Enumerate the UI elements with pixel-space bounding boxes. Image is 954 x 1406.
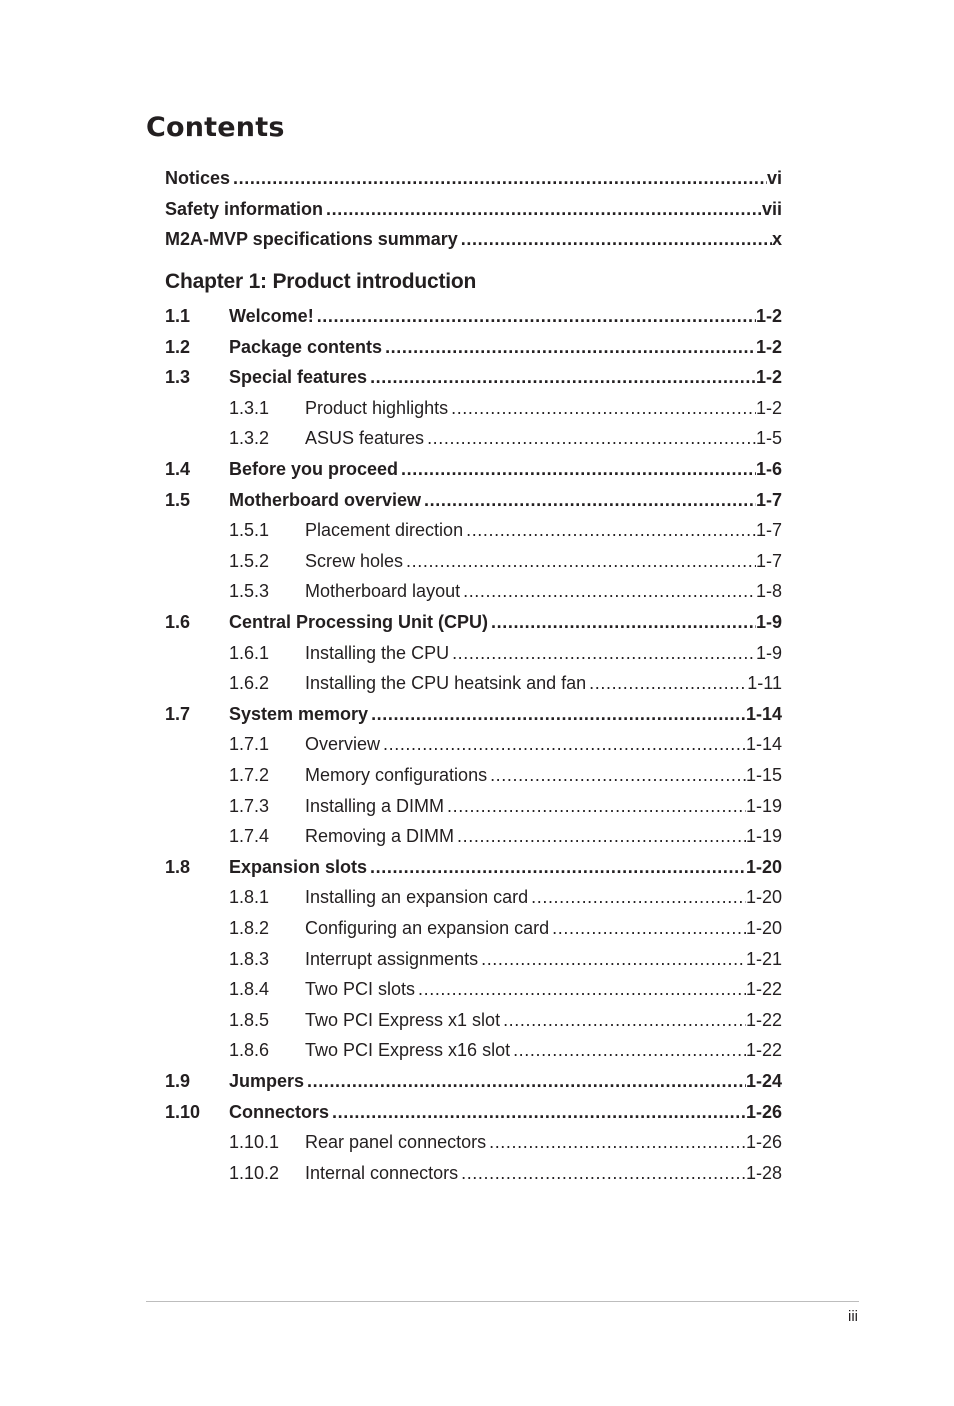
toc-entry-title: Installing a DIMM <box>305 796 445 816</box>
toc-entry-1-3[interactable] <box>165 365 782 389</box>
toc-entry-title: Safety information <box>165 199 324 219</box>
toc-entry-title: Two PCI slots <box>305 979 416 999</box>
toc-entry-1-5[interactable] <box>165 488 782 512</box>
toc-entry-page: 1-20 <box>745 857 782 877</box>
toc-entry-page: 1-22 <box>745 1010 782 1030</box>
toc-entry-1-2[interactable] <box>165 335 782 359</box>
toc-entry-number: 1.7.1 <box>229 734 270 754</box>
dot-leader <box>454 824 746 848</box>
page-title: Contents <box>146 112 285 143</box>
toc-entry-number: 1.8.6 <box>229 1040 270 1060</box>
toc-entry-title: Before you proceed <box>229 459 399 479</box>
chapter-heading: Chapter 1: Product introduction <box>165 270 477 293</box>
toc-entry-title: Installing the CPU <box>305 643 450 663</box>
toc-entry-number: 1.10.2 <box>229 1163 280 1183</box>
toc-entry-title: Placement direction <box>305 520 464 540</box>
toc-entry-1-8-2[interactable] <box>165 916 782 940</box>
toc-entry-title: System memory <box>229 704 369 724</box>
toc-entry-1-1[interactable] <box>165 304 782 328</box>
toc-entry-1-3-1[interactable] <box>165 396 782 420</box>
dot-leader <box>460 579 756 603</box>
toc-entry-title: Welcome! <box>229 306 314 326</box>
toc-entry-title: Installing an expansion card <box>305 887 529 907</box>
dot-leader <box>424 426 756 450</box>
toc-entry-title: ASUS features <box>305 428 425 448</box>
toc-entry-1-8-5[interactable] <box>165 1008 782 1032</box>
toc-entry-title: Motherboard layout <box>305 581 461 601</box>
toc-entry-title: Notices <box>165 168 231 188</box>
toc-entry-number: 1.8.3 <box>229 949 270 969</box>
toc-entry-1-9[interactable] <box>165 1069 782 1093</box>
toc-entry-title: Interrupt assignments <box>305 949 479 969</box>
toc-entry-number: 1.5.2 <box>229 551 270 571</box>
toc-entry-1-8[interactable] <box>165 855 782 879</box>
toc-entry-page: 1-11 <box>747 673 782 693</box>
toc-entry-page: 1-26 <box>745 1132 782 1152</box>
dot-leader <box>421 488 756 512</box>
toc-entry-1-7-2[interactable] <box>165 763 782 787</box>
dot-leader <box>486 1130 746 1154</box>
toc-entry-page: 1-7 <box>755 520 782 540</box>
toc-entry-number: 1.7.2 <box>229 765 270 785</box>
toc-entry-title: Connectors <box>229 1102 330 1122</box>
toc-entry-1-6[interactable] <box>165 610 782 634</box>
toc-entry-title: Internal connectors <box>305 1163 459 1183</box>
toc-entry-title: Jumpers <box>229 1071 305 1091</box>
dot-leader <box>368 702 746 726</box>
dot-leader <box>329 1100 746 1124</box>
toc-entry-1-5-1[interactable] <box>165 518 782 542</box>
dot-leader <box>304 1069 746 1093</box>
toc-entry-1-8-1[interactable] <box>165 885 782 909</box>
toc-entry-page: 1-7 <box>755 490 782 510</box>
dot-leader <box>367 365 756 389</box>
toc-entry-1-4[interactable] <box>165 457 782 481</box>
dot-leader <box>415 977 746 1001</box>
toc-entry-page: 1-20 <box>745 918 782 938</box>
toc-entry-number: 1.6.2 <box>229 673 270 693</box>
toc-entry-page: 1-5 <box>755 428 782 448</box>
dot-leader <box>463 518 756 542</box>
toc-entry-1-7-4[interactable] <box>165 824 782 848</box>
dot-leader <box>510 1038 746 1062</box>
toc-entry-1-3-2[interactable] <box>165 426 782 450</box>
dot-leader <box>230 166 767 190</box>
dot-leader <box>448 396 756 420</box>
toc-entry-page: 1-19 <box>745 826 782 846</box>
toc-entry-title: Screw holes <box>305 551 404 571</box>
toc-entry-1-7-3[interactable] <box>165 794 782 818</box>
toc-entry-1-10-1[interactable] <box>165 1130 782 1154</box>
toc-entry-1-5-2[interactable] <box>165 549 782 573</box>
toc-entry-number: 1.9 <box>165 1071 191 1091</box>
toc-entry-number: 1.5.1 <box>229 520 270 540</box>
toc-entry-1-6-1[interactable] <box>165 641 782 665</box>
toc-entry-number: 1.5 <box>165 490 191 510</box>
dot-leader <box>398 457 756 481</box>
toc-entry-number: 1.10.1 <box>229 1132 280 1152</box>
page-number: iii <box>848 1308 858 1325</box>
toc-entry-1-8-6[interactable] <box>165 1038 782 1062</box>
dot-leader <box>458 227 772 251</box>
toc-entry-title: Special features <box>229 367 368 387</box>
toc-entry-page: 1-2 <box>755 367 782 387</box>
toc-entry-number: 1.8.5 <box>229 1010 270 1030</box>
toc-entry-page: 1-14 <box>745 704 782 724</box>
toc-entry-number: 1.7 <box>165 704 191 724</box>
toc-entry-title: Rear panel connectors <box>305 1132 487 1152</box>
toc-entry-page: 1-2 <box>755 306 782 326</box>
toc-entry-page: 1-21 <box>745 949 782 969</box>
footer-divider <box>146 1301 859 1302</box>
toc-entry-number: 1.8 <box>165 857 191 877</box>
toc-entry-page: 1-2 <box>755 398 782 418</box>
toc-entry-notices[interactable] <box>165 166 782 190</box>
toc-entry-title: M2A-MVP specifications summary <box>165 229 458 249</box>
toc-entry-page: 1-22 <box>745 1040 782 1060</box>
toc-entry-title: Installing the CPU heatsink and fan <box>305 673 587 693</box>
toc-entry-page: 1-26 <box>745 1102 782 1122</box>
toc-entry-title: Two PCI Express x16 slot <box>305 1040 511 1060</box>
toc-entry-page: 1-14 <box>745 734 782 754</box>
dot-leader <box>367 855 746 879</box>
dot-leader <box>380 732 746 756</box>
toc-entry-title: Package contents <box>229 337 383 357</box>
toc-entry-title: Configuring an expansion card <box>305 918 550 938</box>
toc-entry-number: 1.8.2 <box>229 918 270 938</box>
toc-entry-1-6-2[interactable] <box>165 671 782 695</box>
dot-leader <box>403 549 756 573</box>
toc-entry-page: 1-20 <box>745 887 782 907</box>
toc-entry-page: 1-6 <box>755 459 782 479</box>
toc-entry-number: 1.6.1 <box>229 643 270 663</box>
toc-entry-page: 1-9 <box>755 643 782 663</box>
toc-entry-number: 1.7.3 <box>229 796 270 816</box>
toc-entry-page: 1-9 <box>755 612 782 632</box>
toc-entry-1-7[interactable] <box>165 702 782 726</box>
toc-entry-title: Removing a DIMM <box>305 826 455 846</box>
toc-entry-number: 1.3 <box>165 367 191 387</box>
toc-entry-page: 1-19 <box>745 796 782 816</box>
toc-entry-number: 1.1 <box>165 306 191 326</box>
toc-entry-safety-information[interactable] <box>165 197 782 221</box>
dot-leader <box>487 763 746 787</box>
dot-leader <box>549 916 746 940</box>
toc-entry-title: Expansion slots <box>229 857 368 877</box>
toc-entry-page: 1-7 <box>755 551 782 571</box>
toc-entry-number: 1.8.1 <box>229 887 270 907</box>
toc-entry-number: 1.8.4 <box>229 979 270 999</box>
toc-entry-1-8-3[interactable] <box>165 947 782 971</box>
toc-entry-title: Overview <box>305 734 381 754</box>
toc-entry-number: 1.7.4 <box>229 826 270 846</box>
dot-leader <box>528 885 746 909</box>
dot-leader <box>500 1008 746 1032</box>
dot-leader <box>449 641 756 665</box>
dot-leader <box>314 304 756 328</box>
toc-entry-number: 1.3.2 <box>229 428 270 448</box>
toc-entry-page: x <box>771 229 782 249</box>
toc-entry-page: 1-28 <box>745 1163 782 1183</box>
toc-entry-specifications-summary[interactable] <box>165 227 782 251</box>
toc-entry-1-10[interactable] <box>165 1100 782 1124</box>
toc-entry-page: 1-2 <box>755 337 782 357</box>
toc-entry-page: 1-24 <box>745 1071 782 1091</box>
toc-entry-1-7-1[interactable] <box>165 732 782 756</box>
toc-entry-number: 1.10 <box>165 1102 201 1122</box>
toc-entry-page: vii <box>761 199 782 219</box>
toc-entry-page: 1-22 <box>745 979 782 999</box>
dot-leader <box>444 794 746 818</box>
toc-entry-title: Central Processing Unit (CPU) <box>229 612 489 632</box>
dot-leader <box>323 197 762 221</box>
dot-leader <box>586 671 747 695</box>
toc-entry-title: Product highlights <box>305 398 449 418</box>
dot-leader <box>382 335 756 359</box>
dot-leader <box>458 1161 746 1185</box>
toc-entry-title: Motherboard overview <box>229 490 422 510</box>
toc-entry-number: 1.3.1 <box>229 398 270 418</box>
toc-entry-number: 1.5.3 <box>229 581 270 601</box>
toc-entry-page: vi <box>766 168 782 188</box>
toc-entry-number: 1.4 <box>165 459 191 479</box>
toc-entry-page: 1-8 <box>755 581 782 601</box>
toc-entry-page: 1-15 <box>745 765 782 785</box>
toc-entry-number: 1.6 <box>165 612 191 632</box>
toc-entry-1-5-3[interactable] <box>165 579 782 603</box>
toc-entry-title: Memory configurations <box>305 765 488 785</box>
toc-entry-number: 1.2 <box>165 337 191 357</box>
dot-leader <box>488 610 756 634</box>
toc-entry-1-8-4[interactable] <box>165 977 782 1001</box>
dot-leader <box>478 947 746 971</box>
toc-entry-title: Two PCI Express x1 slot <box>305 1010 501 1030</box>
toc-entry-1-10-2[interactable] <box>165 1161 782 1185</box>
